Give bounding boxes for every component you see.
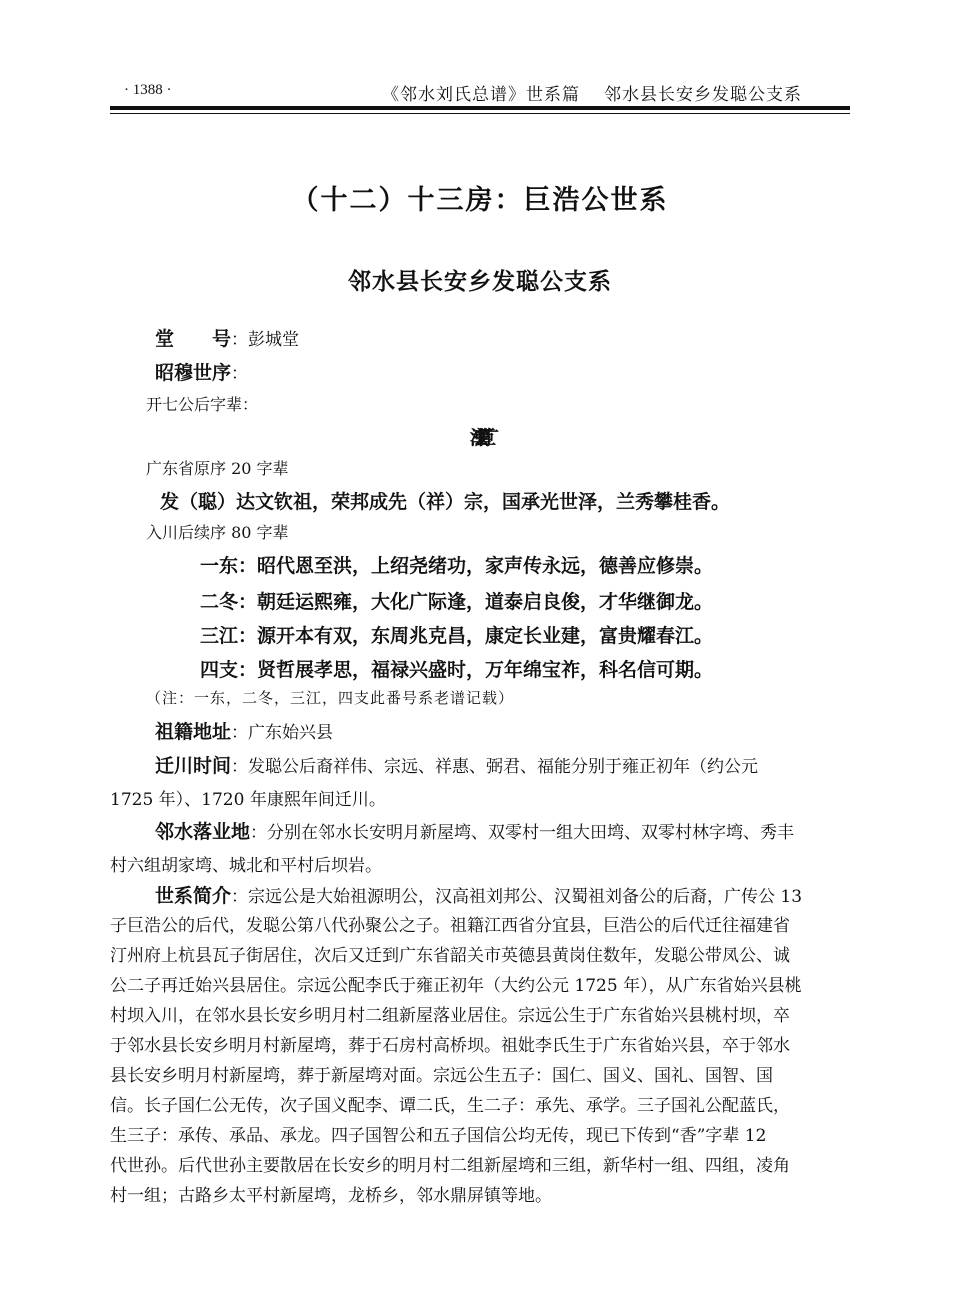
tanghao-label: 堂 号 — [155, 328, 232, 350]
ruchuan-label: 入川后续序 80 字辈 — [146, 523, 289, 542]
luoye-line2: 村六组胡家塆、城北和平村后坝岩。 — [110, 856, 382, 876]
luoye-text: ：分别在邻水长安明月新屋塆、双零村一组大田塆、双零村林字塆、秀丰 — [250, 823, 795, 843]
jianjie-text: ：宗远公是大始祖源明公，汉高祖刘邦公、汉蜀祖刘备公的后裔，广传公 13 — [231, 887, 803, 907]
guangdong-label: 广东省原序 20 字辈 — [146, 459, 289, 478]
zhaomu-colon: ： — [231, 364, 249, 384]
jianjie-line: 子巨浩公的后代，发聪公第八代孙聚公之子。祖籍江西省分宜县，巨浩公的后代迁往福建省 — [110, 916, 790, 936]
zuji-value: ：广东始兴县 — [231, 723, 334, 743]
ruchuan-verse: 一东：昭代恩至洪，上绍尧绪功，家声传永远，德善应修崇。 — [200, 555, 714, 577]
header-rule-thin — [110, 113, 850, 114]
zuji-label: 祖籍地址 — [155, 721, 232, 743]
kaiqi-label: 开七公后字辈： — [146, 395, 259, 414]
jianjie-label: 世系简介 — [155, 885, 232, 907]
page-number: · 1388 · — [124, 82, 172, 98]
jianjie-line: 公二子再迁始兴县居住。宗远公配李氏于雍正初年（大约公元 1725 年），从广东省始兴县桃 — [110, 976, 802, 996]
chapter-title: （十二）十三房：巨浩公世系 — [291, 185, 669, 216]
jianjie-line — [155, 881, 802, 908]
qianchuan-line1 — [155, 751, 758, 778]
kaiqi-value — [0, 423, 960, 450]
jianjie-line: 汀州府上杭县瓦子街居住，次后又迁到广东省韶关市英德县黄岗住数年，发聪公带凤公、诚 — [110, 946, 790, 966]
zhaomu-label: 昭穆世序 — [155, 362, 232, 384]
guangdong-verse: 发（聪）达文钦祖，荣邦成先（祥）宗，国承光世泽，兰秀攀桂香。 — [160, 491, 731, 513]
section-title: 邻水县长安乡发聪公支系 — [348, 268, 612, 295]
jianjie-line: 生三子：承传、承品、承龙。四子国智公和五子国信公均无传，现已下传到“香”字辈 12 — [110, 1126, 767, 1146]
jianjie-line: 村一组；古路乡太平村新屋塆，龙桥乡，邻水鼎屏镇等地。 — [110, 1186, 552, 1206]
ruchuan-note: （注：一东，二冬，三江，四支此番号系老谱记载） — [146, 689, 515, 707]
jianjie-line: 于邻水县长安乡明月村新屋塆，葬于石房村高桥坝。祖妣李氏生于广东省始兴县，卒于邻水 — [110, 1036, 790, 1056]
jianjie-line: 县长安乡明月村新屋塆，葬于新屋塆对面。宗远公生五子：国仁、国义、国礼、国智、国 — [110, 1066, 773, 1086]
zhaomu-line — [155, 358, 248, 385]
tanghao-value: ：彭城堂 — [231, 330, 300, 350]
luoye-line1 — [155, 817, 794, 844]
book-title: 《邻水刘氏总谱》世系篇 — [382, 85, 580, 105]
running-header — [110, 80, 850, 104]
jianjie-line: 代世孙。后代世孙主要散居在长安乡的明月村二组新屋塆和三组，新华村一组、四组，凌角 — [110, 1156, 790, 1176]
ruchuan-verse: 四支：贤哲展孝思，福禄兴盛时，万年绵宝祚，科名信可期。 — [200, 659, 714, 681]
header-section-title: 邻水县长安乡发聪公支系 — [604, 85, 802, 105]
ruchuan-verse: 三江：源开本有双，东周兆克昌，康定长业建，富贵耀春江。 — [200, 625, 714, 647]
qianchuan-label: 迁川时间 — [155, 755, 232, 777]
zuji-line — [155, 717, 333, 744]
jianjie-line: 信。长子国仁公无传，次子国义配李、谭二氏，生二子：承先、承学。三子国礼公配蓝氏， — [110, 1096, 790, 1116]
header-rule-thick — [110, 106, 850, 110]
qianchuan-text: ：发聪公后裔祥伟、宗远、祥惠、弼君、福能分别于雍正初年（约公元 — [231, 757, 759, 777]
tanghao-line — [155, 324, 299, 351]
qianchuan-line2: 1725 年）、1720 年康熙年间迁川。 — [110, 790, 386, 810]
luoye-label: 邻水落业地 — [155, 821, 251, 843]
ruchuan-verse: 二冬：朝廷运熙雍，大化广际逢，道泰启良俊，才华继御龙。 — [200, 591, 714, 613]
jianjie-line: 村坝入川，在邻水县长安乡明月村二组新屋落业居住。宗远公生于广东省始兴县桃村坝，卒 — [110, 1006, 790, 1026]
